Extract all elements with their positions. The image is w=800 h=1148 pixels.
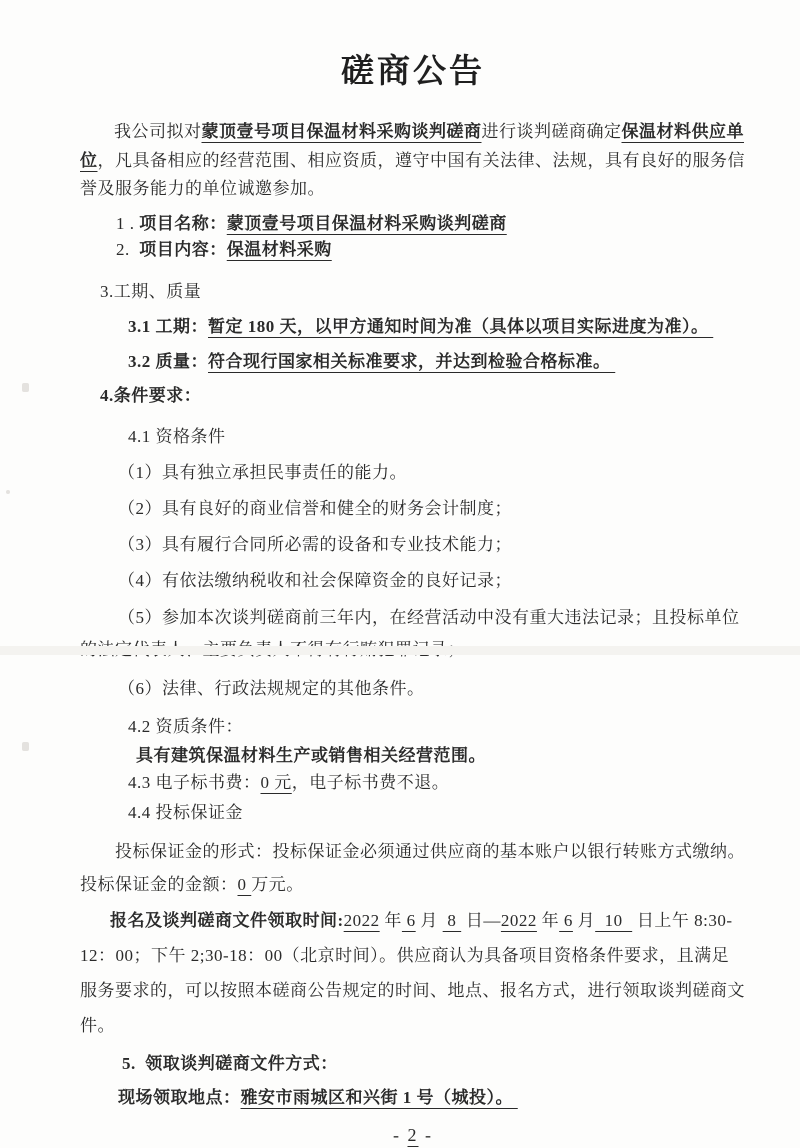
text-segment: 0 (237, 874, 252, 894)
qualification-condition-6: （6）法律、行政法规规定的其他条件。 (118, 678, 425, 698)
qualification-condition-4: （4）有依法缴纳税收和社会保障资金的良好记录； (118, 570, 512, 590)
text-segment: 年 (536, 910, 560, 930)
text-segment: 0 元 (260, 772, 292, 792)
signup-time-paragraph (80, 903, 746, 1043)
text-segment: 项目内容： (139, 239, 227, 259)
text-segment: 1 . (116, 213, 140, 233)
section-4-heading: 4.条件要求： (100, 385, 202, 405)
text-segment: 8 (442, 910, 462, 930)
project-name-item (116, 211, 746, 237)
text-segment: 3.2 质量： (128, 351, 208, 371)
text-segment: 现场领取地点： (118, 1087, 241, 1107)
text-segment: 月 (572, 910, 596, 930)
scan-artifact-speck (22, 383, 29, 392)
text-segment: 年 (379, 910, 402, 930)
text-segment: 保温材料供应单位 (80, 122, 744, 170)
pickup-location-line (118, 1085, 746, 1111)
text-segment: 6 (401, 910, 416, 930)
text-segment: 万元。 (251, 874, 304, 894)
text-segment: 保温材料采购 (226, 239, 332, 259)
text-segment: ，凡具备相应的经营范围、相应资质，遵守中国有关法律、法规，具有良好的服务信誉及服务能力的单位诚邀参加。 (80, 150, 745, 198)
section-3-2-quality (128, 349, 746, 375)
text-segment: 进行谈判磋商确定 (481, 122, 622, 141)
text-segment: 2. (116, 239, 140, 259)
project-content-item (116, 237, 746, 263)
section-4-1-heading: 4.1 资格条件 (128, 426, 226, 446)
text-segment: 我公司拟对 (114, 122, 202, 141)
deposit-paragraph (80, 835, 746, 901)
intro-paragraph (80, 118, 746, 204)
text-segment: 日— (461, 910, 501, 930)
page-number (80, 1122, 746, 1148)
scan-artifact-speck (6, 490, 10, 494)
text-segment: 报名及谈判磋商文件领取时间: (110, 910, 344, 930)
text-segment: 符合现行国家相关标准要求，并达到检验合格标准。 (208, 351, 616, 371)
text-segment: 日上午 8:30-12：00；下午 2;30-18：00（北京时间）。供应商认为具备项目资格条件要求，且满足服务要求的，可以按照本磋商公告规定的时间、地点、报名方式，进行领取谈判磋商文件。 (80, 910, 745, 1035)
text-segment: 6 (559, 910, 573, 930)
scan-artifact-band (0, 646, 800, 655)
text-segment: 3.1 工期： (128, 316, 208, 336)
text-segment: 4.3 电子标书费： (128, 772, 261, 792)
qualification-condition-3: （3）具有履行合同所必需的设备和专业技术能力； (118, 534, 512, 554)
section-5-heading: 5. 领取谈判磋商文件方式： (122, 1053, 338, 1073)
text-segment: ，电子标书费不退。 (291, 772, 450, 792)
section-4-3-fee (128, 770, 746, 796)
text-segment: 月 (415, 910, 443, 930)
qualification-condition-2: （2）具有良好的商业信誉和健全的财务会计制度； (118, 498, 512, 518)
section-4-2-heading: 4.2 资质条件： (128, 716, 243, 736)
qualification-condition-1: （1）具有独立承担民事责任的能力。 (118, 462, 407, 482)
scan-artifact-speck (22, 742, 29, 751)
section-4-4-heading: 4.4 投标保证金 (128, 802, 243, 822)
text-segment: 投标保证金的形式：投标保证金必须通过供应商的基本账户以银行转账方式缴纳。投标保证金的金额： (80, 841, 745, 894)
text-segment: 蒙顶壹号项目保温材料采购谈判磋商 (226, 213, 507, 233)
text-segment: 10 (595, 910, 633, 930)
text-segment: 2 (407, 1124, 419, 1145)
business-scope-requirement: 具有建筑保温材料生产或销售相关经营范围。 (136, 745, 486, 765)
text-segment: 2022 (500, 910, 537, 930)
text-segment: 蒙顶壹号项目保温材料采购谈判磋商 (201, 122, 482, 141)
section-3-1-duration (128, 314, 746, 340)
qualification-condition-5: （5）参加本次谈判磋商前三年内，在经营活动中没有重大违法记录；且投标单位 (118, 607, 740, 627)
text-segment: 暂定 180 天，以甲方通知时间为准（具体以项目实际进度为准）。 (208, 316, 714, 336)
text-segment: 雅安市雨城区和兴街 1 号（城投）。 (240, 1087, 518, 1107)
text-segment: - (418, 1124, 433, 1145)
page-title: 磋商公告 (341, 54, 485, 90)
text-segment: 项目名称： (139, 213, 227, 233)
text-segment: - (393, 1124, 408, 1145)
section-3-heading: 3.工期、质量 (100, 281, 202, 301)
text-segment: 2022 (343, 910, 380, 930)
